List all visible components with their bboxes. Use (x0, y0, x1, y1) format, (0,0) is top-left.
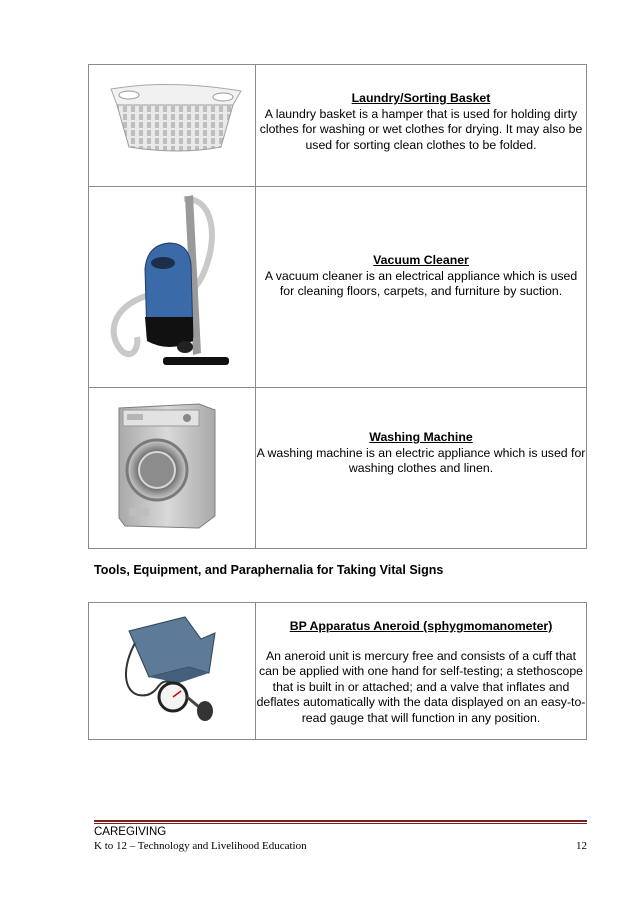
page-footer (94, 826, 587, 852)
item-description: A washing machine is an electric appliance which is used for washing clothes and linen. (256, 445, 586, 475)
table-row (89, 388, 587, 549)
item-title: Vacuum Cleaner (373, 253, 469, 267)
image-cell (89, 187, 256, 388)
description-cell (256, 65, 587, 187)
laundry-basket-icon (89, 65, 255, 186)
footer-subtitle: K to 12 – Technology and Livelihood Education (94, 840, 307, 852)
footer-divider (94, 823, 587, 824)
description-cell (256, 388, 587, 549)
bp-apparatus-icon (89, 603, 255, 739)
item-title: Laundry/Sorting Basket (351, 91, 491, 105)
description-cell (256, 603, 587, 740)
item-description: A vacuum cleaner is an electrical appliance which is used for cleaning floors, carpets, and furniture by suction. (264, 268, 578, 298)
item-title: BP Apparatus Aneroid (sphygmomanometer) (289, 619, 553, 633)
table-row (89, 603, 587, 740)
vacuum-cleaner-icon (89, 187, 255, 387)
item-description: An aneroid unit is mercury free and consists of a cuff that can be applied with one hand for self-testing; a stethoscope that is built in or attached; and a valve that inflates and deflates automatically with the data displayed on an easy-to-read gauge that will function in any position. (256, 648, 586, 725)
image-cell (89, 65, 256, 187)
equipment-table (88, 64, 587, 549)
footer-course: CAREGIVING (94, 826, 167, 838)
table-row (89, 187, 587, 388)
table-row (89, 65, 587, 187)
washing-machine-icon (89, 388, 255, 548)
footer-divider (94, 820, 587, 822)
vital-signs-table (88, 602, 587, 740)
image-cell (89, 603, 256, 740)
section-title: Tools, Equipment, and Paraphernalia for Taking Vital Signs (94, 563, 444, 577)
description-cell (256, 187, 587, 388)
item-title: Washing Machine (369, 430, 473, 444)
page-number: 12 (576, 840, 587, 852)
image-cell (89, 388, 256, 549)
item-description: A laundry basket is a hamper that is used for holding dirty clothes for washing or wet clothes for drying. It may also be used for sorting clean clothes to be folded. (259, 106, 583, 152)
